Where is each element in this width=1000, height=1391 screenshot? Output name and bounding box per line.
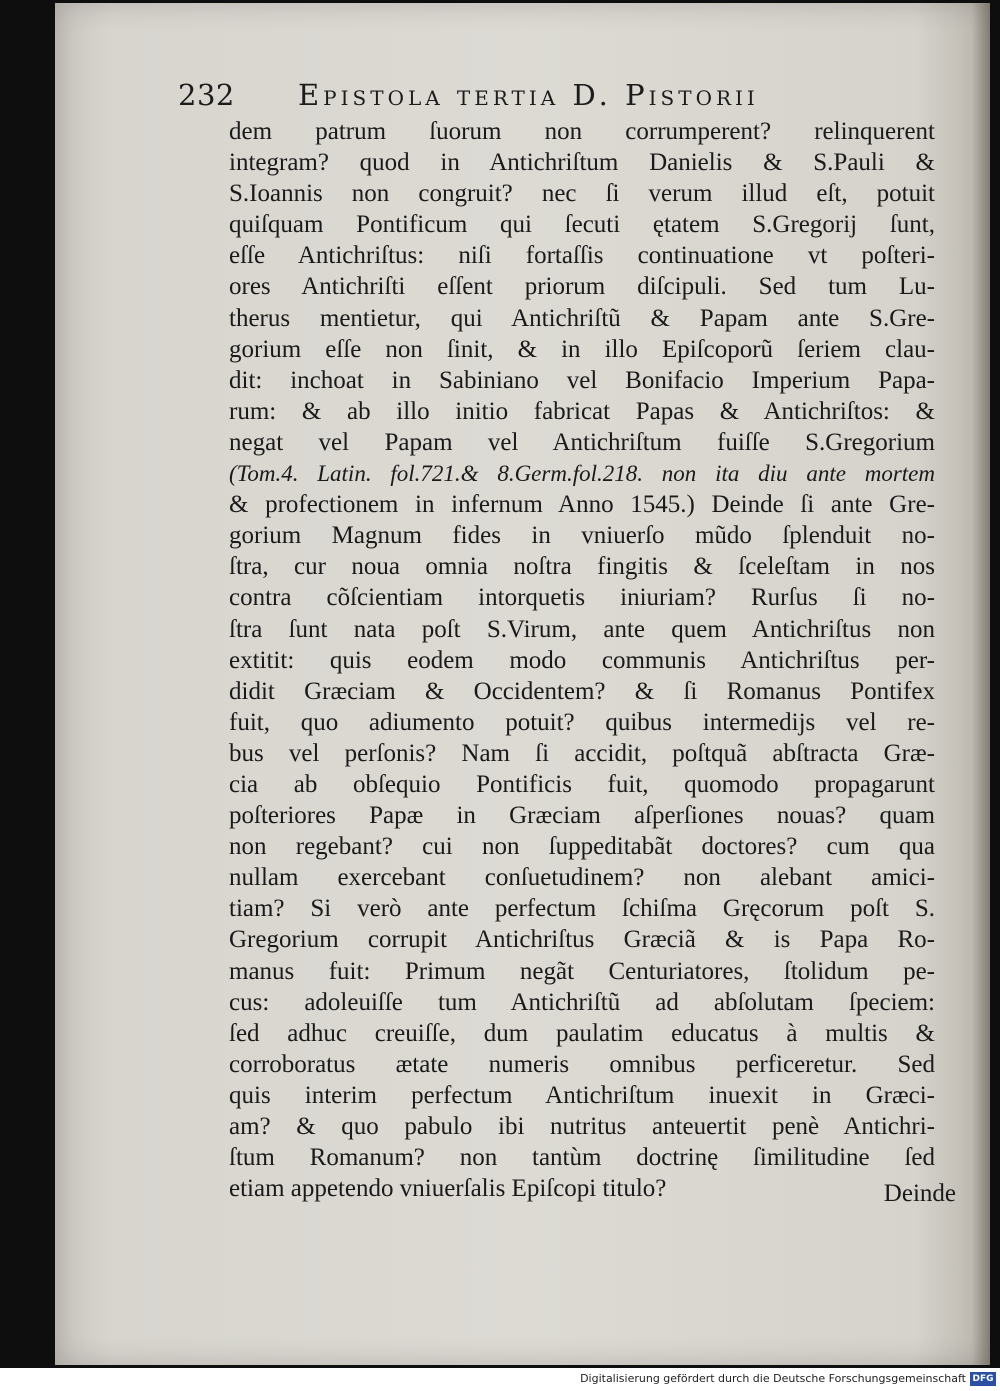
text-line: gorium Magnum fides in vniuerſo mũdo ſplenduit no- <box>229 522 935 550</box>
text-line: contra cõſcientiam intorquetis iniuriam? Rurſus ſi no- <box>229 584 935 612</box>
text-line: ores Antichriſti eſſent priorum diſcipuli. Sed tum Lu- <box>229 273 935 301</box>
dfg-logo-icon: DFG <box>970 1372 996 1386</box>
text-line: eſſe Antichriſtus: niſi fortaſſis continuatione vt poſteri- <box>229 242 935 270</box>
text-line: poſteriores Papæ in Græciam aſperſiones nouas? quam <box>229 802 935 830</box>
text-line: ſed adhuc creuiſſe, dum paulatim educatus à multis & <box>229 1019 935 1047</box>
text-line: didit Græciam & Occidentem? & ſi Romanus Pontifex <box>229 677 935 705</box>
text-line: negat vel Papam vel Antichriſtum fuiſſe S.Gregorium <box>229 428 935 456</box>
text-line: S.Ioannis non congruit? nec ſi verum illud eſt, potuit <box>229 180 935 208</box>
text-line: Gregorium corrupit Antichriſtus Græciã & is Papa Ro- <box>229 926 935 954</box>
text-line: ſtra, cur noua omnia noſtra fingitis & ſceleſtam in nos <box>229 553 935 581</box>
text-line: quis interim perfectum Antichriſtum inuexit in Græci- <box>229 1081 935 1109</box>
text-line: integram? quod in Antichriſtum Danielis & S.Pauli & <box>229 149 935 177</box>
text-line: am? & quo pabulo ibi nutritus anteuertit penè Antichri- <box>229 1113 935 1140</box>
text-line: cia ab obſequio Pontificis fuit, quomodo propagarunt <box>229 770 935 798</box>
footer-strip <box>0 1368 1000 1391</box>
citation-line: (Tom.4. Latin. fol.721.& 8.Germ.fol.218. non ita diu ante mortem <box>229 461 935 487</box>
text-line: bus vel perſonis? Nam ſi accidit, poſtquã abſtracta Græ- <box>229 739 935 767</box>
text-line: dit: inchoat in Sabiniano vel Bonifacio Imperium Papa- <box>229 366 935 394</box>
text-line: nullam exercebant conſuetudinem? non alebant amici- <box>229 864 935 892</box>
text-line: fuit, quo adiumento potuit? quibus intermedijs vel re- <box>229 708 935 736</box>
text-line: etiam appetendo vniuerſalis Epiſcopi titulo? <box>229 1175 667 1203</box>
text-line: extitit: quis eodem modo communis Antichriſtus per- <box>229 646 935 674</box>
running-title: Epistola tertia D. Pistorii <box>298 78 759 112</box>
citation-line: & profectionem in infernum Anno 1545.) Deinde ſi ante Gre- <box>229 491 935 519</box>
text-line: ſtra ſunt nata poſt S.Virum, ante quem Antichriſtus non <box>229 615 935 643</box>
text-line: gorium eſſe non ſinit, & in illo Epiſcoporũ ſeriem clau- <box>229 335 935 363</box>
text-line: corroboratus ætate numeris omnibus perficeretur. Sed <box>229 1050 935 1078</box>
text-line: therus mentietur, qui Antichriſtũ & Papam ante S.Gre- <box>229 304 935 332</box>
body-text <box>229 116 935 1204</box>
page-number: 232 <box>178 78 235 112</box>
text-line: manus fuit: Primum negãt Centuriatores, ſtolidum pe- <box>229 957 935 985</box>
text-line: non regebant? cui non ſuppeditabãt doctores? cum qua <box>229 833 935 861</box>
text-line: dem patrum ſuorum non corrumperent? relinquerent <box>229 118 935 145</box>
text-line: quiſquam Pontificum qui ſecuti ętatem S.Gregorij ſunt, <box>229 211 935 239</box>
text-line: cus: adoleuiſſe tum Antichriſtũ ad abſolutam ſpeciem: <box>229 988 935 1016</box>
page-gutter-shadow <box>972 3 990 1365</box>
text-line: tiam? Si verò ante perfectum ſchiſma Gręcorum poſt S. <box>229 895 935 923</box>
text-line: rum: & ab illo initio fabricat Papas & Antichriſtos: & <box>229 397 935 425</box>
page-header <box>178 78 972 118</box>
text-line: ſtum Romanum? non tantùm doctrinę ſimilitudine ſed <box>229 1144 935 1172</box>
catchword: Deinde <box>883 1180 956 1207</box>
funding-credit: Digitalisierung gefördert durch die Deutsche Forschungsgemeinschaft <box>580 1372 966 1385</box>
